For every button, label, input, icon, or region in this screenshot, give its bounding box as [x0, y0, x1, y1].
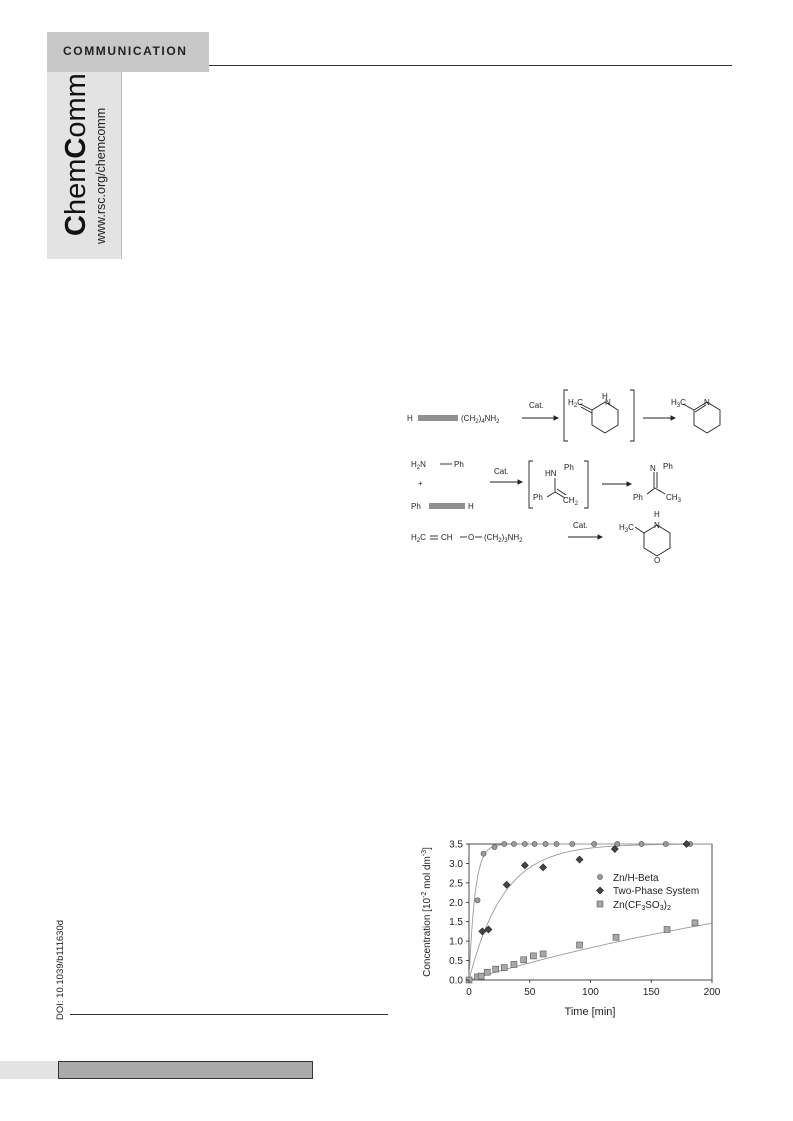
x-tick-label: 100	[582, 987, 599, 998]
scheme-prod2-ph: Ph	[663, 462, 673, 471]
header-rule	[209, 65, 732, 66]
point-triflate	[478, 973, 484, 979]
y-ticks	[449, 840, 469, 987]
point-triflate	[664, 926, 670, 932]
point-two-phase	[540, 864, 547, 871]
scheme-cat-3: Cat.	[573, 521, 588, 530]
brand-initial-c: C	[60, 215, 92, 236]
scheme-prod2-ph2: Ph	[633, 493, 643, 502]
scheme-r1-h: H	[407, 414, 413, 423]
point-zn-hbeta	[481, 851, 486, 856]
scheme-r2b-ph: Ph	[411, 502, 421, 511]
point-zn-hbeta	[511, 841, 516, 846]
scheme-prod3-h: H	[654, 510, 660, 519]
scheme-prod1-ch3: $H_3C$	[671, 398, 686, 409]
point-zn-hbeta	[592, 841, 597, 846]
point-triflate	[692, 920, 698, 926]
y-tick-label: 2.0	[449, 897, 463, 909]
footer-bar	[58, 1061, 313, 1079]
brand-letter-c: C	[60, 137, 92, 159]
fit-curve	[469, 844, 712, 980]
x-tick-label: 150	[642, 987, 660, 998]
scheme-int2-ch2: $CH_2$	[563, 496, 578, 507]
fit-curve	[469, 923, 712, 980]
y-tick-label: 2.5	[449, 878, 463, 890]
y-tick-label: 0.0	[449, 975, 463, 987]
scheme-prod2-ch3: $CH_3$	[666, 493, 681, 504]
point-zn-hbeta	[475, 898, 480, 903]
scheme-int2-hn: HN	[545, 469, 557, 478]
scheme-int1-n: N	[605, 398, 611, 407]
legend	[597, 873, 700, 912]
point-zn-hbeta	[639, 841, 644, 846]
point-triflate	[511, 961, 517, 967]
fit-curves	[469, 844, 712, 980]
scheme-cat-1: Cat.	[529, 401, 544, 410]
point-triflate	[501, 965, 507, 971]
scheme-prod3-h3c: $H_3C$	[619, 523, 634, 534]
scheme-int1-h: H	[602, 392, 608, 401]
scheme-r2a-ph: Ph	[454, 460, 464, 469]
scheme-r2b-h: H	[468, 502, 474, 511]
point-triflate	[613, 934, 619, 940]
scheme-int2-ph: Ph	[564, 463, 574, 472]
point-two-phase	[479, 928, 486, 935]
scheme-int2-ph2: Ph	[533, 493, 543, 502]
y-tick-label: 1.0	[449, 936, 463, 948]
point-zn-hbeta	[663, 841, 668, 846]
scheme-prod3-n: N	[654, 521, 660, 530]
scheme-int1-ch2: $H_2C$	[568, 398, 583, 409]
legend-marker-zn-hbeta	[597, 874, 602, 879]
legend-marker-two-phase	[597, 887, 604, 894]
point-triflate	[521, 957, 527, 963]
y-axis-label: Concentration [$10^{-2}$ mol $dm^{-3}$]	[421, 847, 433, 977]
point-zn-hbeta	[502, 841, 507, 846]
scheme-r1-chain: $(CH_2)_4NH_2$	[461, 414, 500, 425]
point-triflate	[530, 953, 536, 959]
point-triflate	[493, 966, 499, 972]
x-ticks	[466, 980, 721, 998]
footer-left-block	[0, 1061, 58, 1079]
point-triflate	[540, 951, 546, 957]
scheme-plus: +	[418, 479, 423, 488]
plot-frame	[469, 844, 712, 980]
scheme-r3-h2c: $H_2C$	[411, 533, 426, 544]
point-two-phase	[576, 856, 583, 863]
legend-triflate: $Zn(CF_3SO_3)_2$	[613, 900, 671, 912]
scheme-prod1-n: N	[704, 398, 710, 407]
legend-two-phase: Two-Phase System	[613, 886, 700, 897]
x-tick-label: 0	[466, 987, 472, 998]
legend-zn-hbeta: Zn/H-Beta	[613, 873, 659, 884]
scheme-r2a: $H_2N$	[411, 460, 426, 471]
scheme-r3-ch: CH	[441, 533, 453, 542]
point-zn-hbeta	[492, 845, 497, 850]
scheme-prod2-n: N	[650, 464, 656, 473]
brand-suffix: omm	[60, 73, 92, 138]
x-tick-label: 50	[524, 987, 536, 998]
point-zn-hbeta	[522, 841, 527, 846]
point-zn-hbeta	[543, 841, 548, 846]
kinetics-chart	[405, 830, 735, 1020]
legend-marker-triflate	[597, 901, 603, 907]
scheme-r3-chain: $(CH_2)_3NH_2$	[484, 533, 523, 544]
point-zn-hbeta	[570, 841, 575, 846]
fit-curve	[469, 844, 712, 980]
x-tick-label: 200	[703, 987, 721, 998]
scheme-cat-2: Cat.	[494, 467, 509, 476]
brand-hem-visible: hem	[60, 158, 92, 216]
point-zn-hbeta	[532, 841, 537, 846]
scheme-prod3-o: O	[654, 556, 661, 565]
y-tick-label: 1.5	[449, 917, 463, 929]
y-tick-label: 0.5	[449, 956, 463, 968]
footnote-rule	[70, 1014, 388, 1015]
scheme-r3-o: O	[468, 533, 475, 542]
doi-label: DOI: 10.1039/b111630d	[55, 919, 66, 1020]
y-tick-label: 3.0	[449, 858, 463, 870]
y-tick-label: 3.5	[449, 839, 463, 851]
journal-brand	[60, 73, 93, 236]
journal-url[interactable]: www.rsc.org/chemcomm	[94, 107, 108, 244]
section-label: COMMUNICATION	[63, 44, 188, 58]
point-two-phase	[521, 862, 528, 869]
reaction-scheme	[405, 388, 740, 570]
point-triflate	[484, 969, 490, 975]
point-zn-hbeta	[554, 841, 559, 846]
point-triflate	[577, 942, 583, 948]
x-axis-label: Time [min]	[564, 1006, 616, 1018]
